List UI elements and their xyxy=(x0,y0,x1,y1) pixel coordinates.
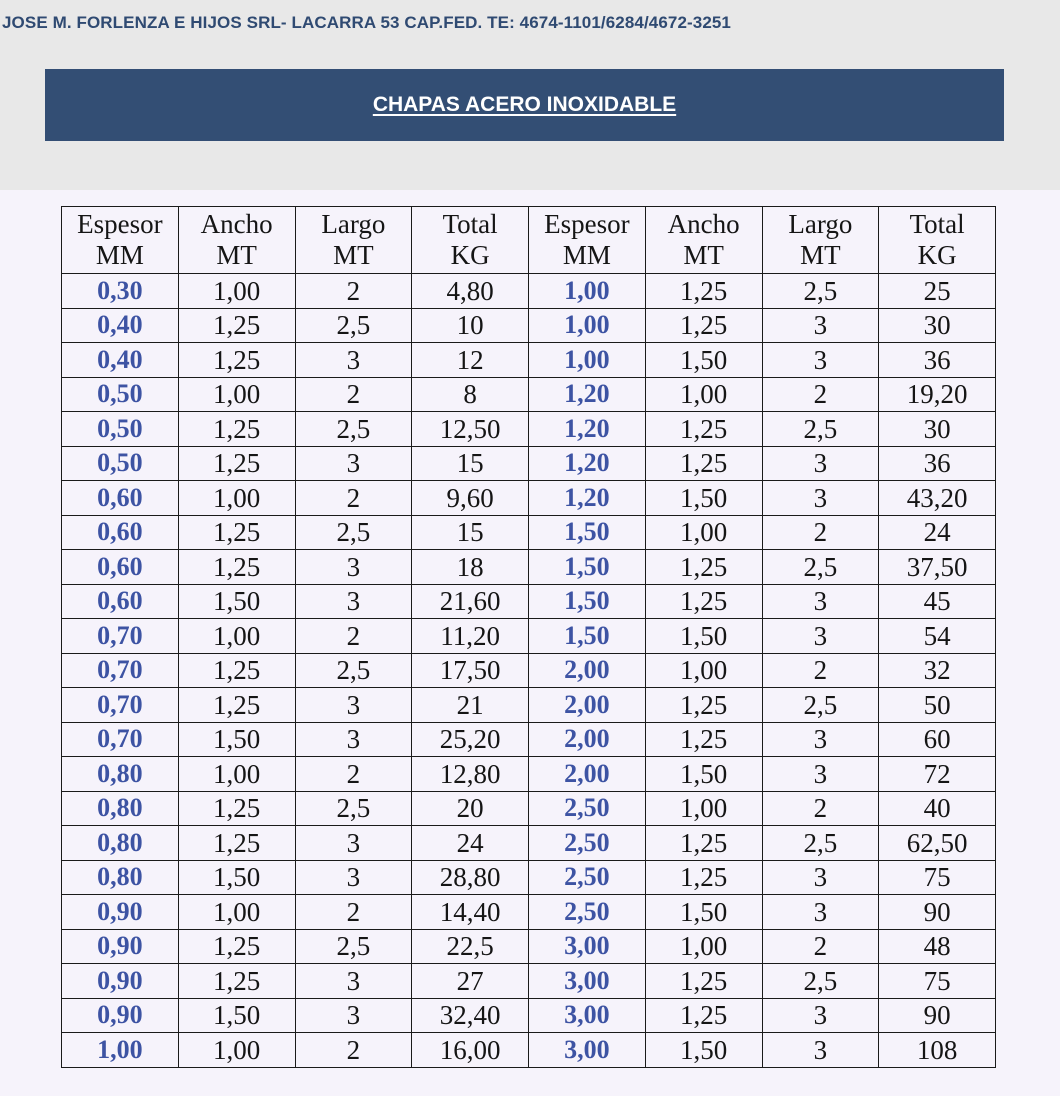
espesor-cell: 0,50 xyxy=(62,446,179,481)
espesor-cell: 2,50 xyxy=(529,860,646,895)
total-kg-cell: 60 xyxy=(879,722,996,757)
table-row xyxy=(62,860,996,895)
total-kg-cell: 75 xyxy=(879,860,996,895)
ancho-cell: 1,25 xyxy=(645,998,762,1033)
total-kg-cell: 30 xyxy=(879,412,996,447)
espesor-cell: 0,80 xyxy=(62,757,179,792)
ancho-cell: 1,00 xyxy=(178,274,295,309)
largo-cell: 2 xyxy=(762,377,879,412)
column-header-label: Largo xyxy=(788,209,853,239)
espesor-cell: 0,60 xyxy=(62,481,179,516)
column-header-label: Ancho xyxy=(667,209,740,239)
total-kg-cell: 11,20 xyxy=(412,619,529,654)
largo-cell: 3 xyxy=(295,860,412,895)
total-kg-cell: 24 xyxy=(412,826,529,861)
espesor-cell: 1,50 xyxy=(529,584,646,619)
largo-cell: 2,5 xyxy=(295,515,412,550)
ancho-cell: 1,50 xyxy=(645,343,762,378)
largo-cell: 2 xyxy=(295,1033,412,1068)
largo-cell: 2,5 xyxy=(762,688,879,723)
espesor-cell: 0,90 xyxy=(62,929,179,964)
ancho-cell: 1,25 xyxy=(645,412,762,447)
total-kg-cell: 108 xyxy=(879,1033,996,1068)
espesor-cell: 1,00 xyxy=(62,1033,179,1068)
largo-cell: 2 xyxy=(295,481,412,516)
espesor-cell: 3,00 xyxy=(529,964,646,999)
largo-cell: 2,5 xyxy=(295,308,412,343)
total-kg-cell: 19,20 xyxy=(879,377,996,412)
table-row xyxy=(62,412,996,447)
espesor-cell: 1,50 xyxy=(529,515,646,550)
largo-cell: 3 xyxy=(762,860,879,895)
column-header-label: Largo xyxy=(321,209,386,239)
total-kg-cell: 12,80 xyxy=(412,757,529,792)
total-kg-cell: 32,40 xyxy=(412,998,529,1033)
espesor-cell: 3,00 xyxy=(529,998,646,1033)
ancho-cell: 1,25 xyxy=(645,446,762,481)
column-header xyxy=(295,207,412,274)
ancho-cell: 1,00 xyxy=(178,1033,295,1068)
ancho-cell: 1,25 xyxy=(645,308,762,343)
largo-cell: 2 xyxy=(762,929,879,964)
table-row xyxy=(62,757,996,792)
espesor-cell: 2,00 xyxy=(529,757,646,792)
ancho-cell: 1,50 xyxy=(645,757,762,792)
espesor-cell: 0,70 xyxy=(62,619,179,654)
largo-cell: 2 xyxy=(762,515,879,550)
column-header xyxy=(762,207,879,274)
column-header-unit: MT xyxy=(333,240,374,270)
espesor-cell: 0,70 xyxy=(62,722,179,757)
ancho-cell: 1,50 xyxy=(178,584,295,619)
ancho-cell: 1,50 xyxy=(178,722,295,757)
largo-cell: 3 xyxy=(295,584,412,619)
ancho-cell: 1,25 xyxy=(645,964,762,999)
column-header xyxy=(62,207,179,274)
total-kg-cell: 45 xyxy=(879,584,996,619)
espesor-cell: 0,90 xyxy=(62,895,179,930)
ancho-cell: 1,50 xyxy=(178,860,295,895)
espesor-cell: 2,50 xyxy=(529,826,646,861)
espesor-cell: 1,20 xyxy=(529,412,646,447)
espesor-cell: 3,00 xyxy=(529,929,646,964)
total-kg-cell: 12 xyxy=(412,343,529,378)
largo-cell: 3 xyxy=(762,619,879,654)
total-kg-cell: 75 xyxy=(879,964,996,999)
total-kg-cell: 14,40 xyxy=(412,895,529,930)
largo-cell: 3 xyxy=(295,826,412,861)
total-kg-cell: 25 xyxy=(879,274,996,309)
table-body xyxy=(62,274,996,1068)
table-row xyxy=(62,653,996,688)
ancho-cell: 1,00 xyxy=(178,895,295,930)
espesor-cell: 1,50 xyxy=(529,619,646,654)
espesor-cell: 0,80 xyxy=(62,860,179,895)
total-kg-cell: 16,00 xyxy=(412,1033,529,1068)
table-row xyxy=(62,791,996,826)
column-header-unit: KG xyxy=(450,240,490,270)
table-row xyxy=(62,308,996,343)
espesor-cell: 1,20 xyxy=(529,446,646,481)
ancho-cell: 1,25 xyxy=(178,964,295,999)
ancho-cell: 1,00 xyxy=(178,377,295,412)
column-header-label: Espesor xyxy=(544,209,630,239)
espesor-cell: 0,60 xyxy=(62,550,179,585)
ancho-cell: 1,25 xyxy=(178,791,295,826)
ancho-cell: 1,25 xyxy=(178,343,295,378)
table-row xyxy=(62,343,996,378)
ancho-cell: 1,25 xyxy=(178,412,295,447)
ancho-cell: 1,50 xyxy=(645,895,762,930)
ancho-cell: 1,00 xyxy=(645,653,762,688)
espesor-cell: 1,20 xyxy=(529,481,646,516)
ancho-cell: 1,25 xyxy=(178,550,295,585)
total-kg-cell: 15 xyxy=(412,446,529,481)
espesor-cell: 2,00 xyxy=(529,653,646,688)
espesor-cell: 2,00 xyxy=(529,688,646,723)
espesor-cell: 1,00 xyxy=(529,308,646,343)
ancho-cell: 1,00 xyxy=(645,377,762,412)
title-banner xyxy=(45,69,1004,141)
ancho-cell: 1,25 xyxy=(178,308,295,343)
largo-cell: 2,5 xyxy=(762,412,879,447)
table-row xyxy=(62,550,996,585)
table-row xyxy=(62,688,996,723)
table-row xyxy=(62,481,996,516)
largo-cell: 3 xyxy=(295,446,412,481)
table-row xyxy=(62,895,996,930)
largo-cell: 3 xyxy=(762,757,879,792)
espesor-cell: 2,00 xyxy=(529,722,646,757)
largo-cell: 2 xyxy=(295,757,412,792)
ancho-cell: 1,00 xyxy=(178,481,295,516)
table-row xyxy=(62,274,996,309)
espesor-cell: 0,30 xyxy=(62,274,179,309)
total-kg-cell: 36 xyxy=(879,446,996,481)
ancho-cell: 1,50 xyxy=(645,481,762,516)
ancho-cell: 1,25 xyxy=(645,584,762,619)
ancho-cell: 1,25 xyxy=(645,826,762,861)
table-row xyxy=(62,964,996,999)
price-table xyxy=(61,206,996,1068)
largo-cell: 2 xyxy=(762,791,879,826)
total-kg-cell: 30 xyxy=(879,308,996,343)
ancho-cell: 1,25 xyxy=(645,688,762,723)
column-header xyxy=(412,207,529,274)
espesor-cell: 3,00 xyxy=(529,1033,646,1068)
largo-cell: 2 xyxy=(295,274,412,309)
espesor-cell: 2,50 xyxy=(529,791,646,826)
largo-cell: 2 xyxy=(295,619,412,654)
total-kg-cell: 22,5 xyxy=(412,929,529,964)
ancho-cell: 1,50 xyxy=(645,1033,762,1068)
total-kg-cell: 21 xyxy=(412,688,529,723)
column-header-label: Espesor xyxy=(77,209,163,239)
column-header-unit: MT xyxy=(800,240,841,270)
largo-cell: 2,5 xyxy=(762,826,879,861)
largo-cell: 3 xyxy=(295,722,412,757)
largo-cell: 2,5 xyxy=(762,550,879,585)
column-header xyxy=(178,207,295,274)
total-kg-cell: 17,50 xyxy=(412,653,529,688)
ancho-cell: 1,25 xyxy=(178,653,295,688)
ancho-cell: 1,00 xyxy=(178,619,295,654)
column-header-label: Total xyxy=(909,209,965,239)
espesor-cell: 0,80 xyxy=(62,826,179,861)
total-kg-cell: 18 xyxy=(412,550,529,585)
table-row xyxy=(62,929,996,964)
espesor-cell: 0,60 xyxy=(62,584,179,619)
ancho-cell: 1,50 xyxy=(178,998,295,1033)
largo-cell: 3 xyxy=(762,895,879,930)
largo-cell: 3 xyxy=(762,1033,879,1068)
largo-cell: 3 xyxy=(295,343,412,378)
column-header xyxy=(645,207,762,274)
total-kg-cell: 28,80 xyxy=(412,860,529,895)
largo-cell: 2 xyxy=(295,377,412,412)
total-kg-cell: 43,20 xyxy=(879,481,996,516)
total-kg-cell: 54 xyxy=(879,619,996,654)
espesor-cell: 0,40 xyxy=(62,308,179,343)
espesor-cell: 0,40 xyxy=(62,343,179,378)
ancho-cell: 1,25 xyxy=(645,722,762,757)
table-header xyxy=(62,207,996,274)
total-kg-cell: 50 xyxy=(879,688,996,723)
largo-cell: 2 xyxy=(762,653,879,688)
total-kg-cell: 20 xyxy=(412,791,529,826)
total-kg-cell: 48 xyxy=(879,929,996,964)
total-kg-cell: 40 xyxy=(879,791,996,826)
table-row xyxy=(62,619,996,654)
table-row xyxy=(62,377,996,412)
ancho-cell: 1,25 xyxy=(645,274,762,309)
espesor-cell: 1,00 xyxy=(529,343,646,378)
largo-cell: 3 xyxy=(762,481,879,516)
table-row xyxy=(62,584,996,619)
total-kg-cell: 8 xyxy=(412,377,529,412)
column-header-unit: MT xyxy=(683,240,724,270)
total-kg-cell: 15 xyxy=(412,515,529,550)
company-header: JOSE M. FORLENZA E HIJOS SRL- LACARRA 53 CAP.FED. TE: 4674-1101/6284/4672-3251 xyxy=(2,13,731,32)
largo-cell: 2,5 xyxy=(295,791,412,826)
espesor-cell: 0,70 xyxy=(62,688,179,723)
column-header-label: Total xyxy=(442,209,498,239)
table-row xyxy=(62,998,996,1033)
largo-cell: 3 xyxy=(295,550,412,585)
espesor-cell: 0,70 xyxy=(62,653,179,688)
ancho-cell: 1,25 xyxy=(178,929,295,964)
table-row xyxy=(62,446,996,481)
ancho-cell: 1,50 xyxy=(645,619,762,654)
ancho-cell: 1,25 xyxy=(178,446,295,481)
ancho-cell: 1,25 xyxy=(645,550,762,585)
espesor-cell: 2,50 xyxy=(529,895,646,930)
total-kg-cell: 24 xyxy=(879,515,996,550)
ancho-cell: 1,25 xyxy=(178,515,295,550)
total-kg-cell: 12,50 xyxy=(412,412,529,447)
ancho-cell: 1,25 xyxy=(178,688,295,723)
largo-cell: 3 xyxy=(295,964,412,999)
column-header-unit: MM xyxy=(95,240,144,270)
total-kg-cell: 9,60 xyxy=(412,481,529,516)
column-header xyxy=(529,207,646,274)
total-kg-cell: 32 xyxy=(879,653,996,688)
column-header-unit: MM xyxy=(562,240,611,270)
total-kg-cell: 72 xyxy=(879,757,996,792)
header-row xyxy=(62,207,996,274)
column-header-unit: MT xyxy=(216,240,257,270)
total-kg-cell: 62,50 xyxy=(879,826,996,861)
espesor-cell: 1,50 xyxy=(529,550,646,585)
largo-cell: 2 xyxy=(295,895,412,930)
table-row xyxy=(62,826,996,861)
largo-cell: 3 xyxy=(762,584,879,619)
espesor-cell: 0,60 xyxy=(62,515,179,550)
ancho-cell: 1,00 xyxy=(178,757,295,792)
espesor-cell: 0,80 xyxy=(62,791,179,826)
largo-cell: 3 xyxy=(295,998,412,1033)
largo-cell: 2,5 xyxy=(762,274,879,309)
largo-cell: 2,5 xyxy=(295,653,412,688)
largo-cell: 3 xyxy=(295,688,412,723)
column-header xyxy=(879,207,996,274)
total-kg-cell: 21,60 xyxy=(412,584,529,619)
ancho-cell: 1,00 xyxy=(645,929,762,964)
largo-cell: 2,5 xyxy=(295,412,412,447)
column-header-label: Ancho xyxy=(200,209,273,239)
table-row xyxy=(62,722,996,757)
largo-cell: 3 xyxy=(762,446,879,481)
espesor-cell: 1,00 xyxy=(529,274,646,309)
ancho-cell: 1,25 xyxy=(645,860,762,895)
espesor-cell: 0,50 xyxy=(62,412,179,447)
ancho-cell: 1,25 xyxy=(178,826,295,861)
largo-cell: 3 xyxy=(762,343,879,378)
largo-cell: 3 xyxy=(762,998,879,1033)
espesor-cell: 0,50 xyxy=(62,377,179,412)
column-header-unit: KG xyxy=(917,240,957,270)
table-row xyxy=(62,515,996,550)
total-kg-cell: 25,20 xyxy=(412,722,529,757)
total-kg-cell: 90 xyxy=(879,895,996,930)
espesor-cell: 0,90 xyxy=(62,964,179,999)
total-kg-cell: 90 xyxy=(879,998,996,1033)
table-row xyxy=(62,1033,996,1068)
espesor-cell: 1,20 xyxy=(529,377,646,412)
ancho-cell: 1,00 xyxy=(645,515,762,550)
page-title: CHAPAS ACERO INOXIDABLE xyxy=(372,93,677,116)
total-kg-cell: 4,80 xyxy=(412,274,529,309)
espesor-cell: 0,90 xyxy=(62,998,179,1033)
ancho-cell: 1,00 xyxy=(645,791,762,826)
largo-cell: 3 xyxy=(762,722,879,757)
largo-cell: 2,5 xyxy=(295,929,412,964)
largo-cell: 2,5 xyxy=(762,964,879,999)
total-kg-cell: 10 xyxy=(412,308,529,343)
total-kg-cell: 27 xyxy=(412,964,529,999)
total-kg-cell: 36 xyxy=(879,343,996,378)
total-kg-cell: 37,50 xyxy=(879,550,996,585)
largo-cell: 3 xyxy=(762,308,879,343)
